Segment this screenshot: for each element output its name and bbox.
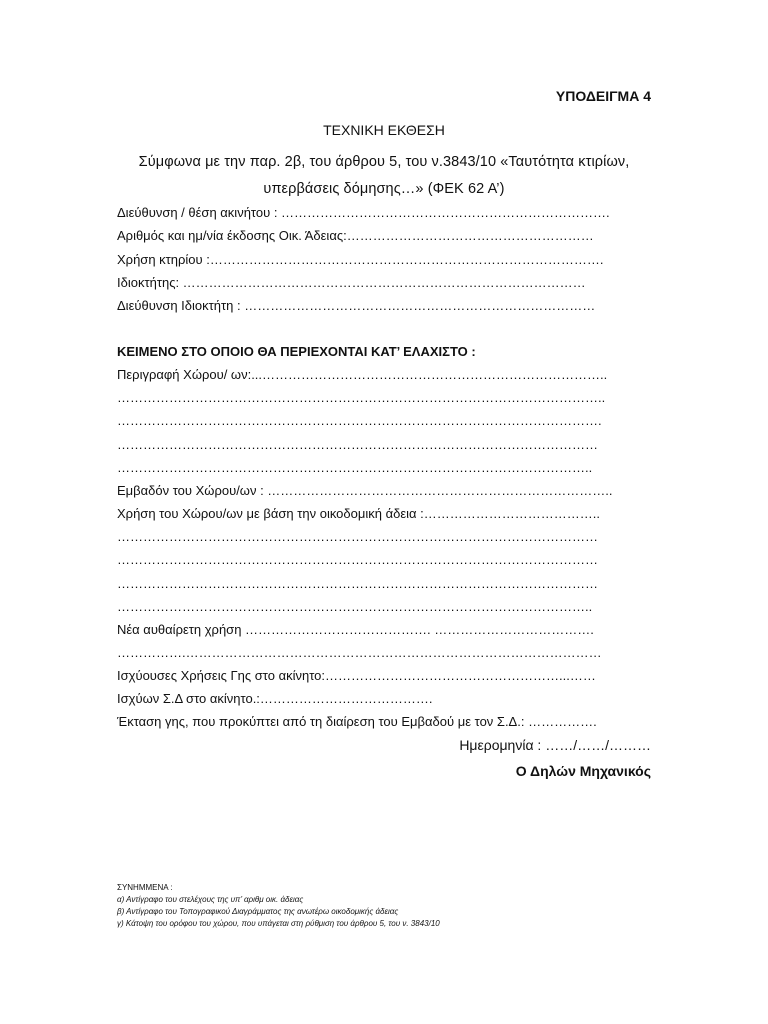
land-uses-label: Ισχύουσες Χρήσεις Γης στο ακίνητο:………………………………………………...……: [117, 668, 596, 683]
engineer-signature: Ο Δηλών Μηχανικός: [515, 763, 651, 779]
field-owner-address: Διεύθυνση Ιδιοκτήτη : ………………………………………………………………………: [117, 298, 596, 313]
description-label: Περιγραφή Χώρου/ ων:...……………………………………………………………………..: [117, 367, 608, 382]
description-line: …………………………………………………………………………………………………..: [117, 390, 606, 405]
template-number: ΥΠΟΔΕΙΓΜΑ 4: [555, 88, 651, 104]
use-by-permit-line: ………………………………………………………………………………………………..: [117, 599, 593, 614]
new-use-label: Νέα αυθαίρετη χρήση ……………………………………. ……………………………….: [117, 622, 594, 637]
attachment-item: γ) Κάτοψη του ορόφου του χώρου, που υπάγεται στη ρύθμιση του άρθρου 5, του ν. 3843/10: [117, 919, 440, 928]
field-permit-no-date: Αριθμός και ημ/νία έκδοσης Οικ. Άδειας:…………………………………………………: [117, 228, 594, 243]
attachment-item: α) Αντίγραφο του στελέχους της υπ’ αριθμ οικ. άδειας: [117, 895, 304, 904]
description-line: ………………………………………………………………………………………………….: [117, 413, 602, 428]
use-by-permit-line: …………………………………………………………………………………………………: [117, 576, 598, 591]
date-field: Ημερομηνία : ……/……/………: [459, 737, 651, 753]
use-by-permit-line: …………………………………………………………………………………………………: [117, 529, 598, 544]
use-by-permit-line: …………………………………………………………………………………………………: [117, 552, 598, 567]
intro-line-1: Σύμφωνα με την παρ. 2β, του άρθρου 5, του ν.3843/10 «Ταυτότητα κτιρίων,: [138, 154, 630, 170]
description-line: ………………………………………………………………………………………………..: [117, 460, 593, 475]
land-extent-label: Έκταση γης, που προκύπτει από τη διαίρεση του Εμβαδού με τον Σ.Δ.: …………….: [117, 714, 597, 729]
field-building-use: Χρήση κτηρίου :……………………………………………………………………………….: [117, 252, 604, 267]
intro-line-2: υπερβάσεις δόμησης…» (ΦΕΚ 62 Α’): [263, 181, 505, 197]
description-line: …………………………………………………………………………………………………: [117, 437, 598, 452]
use-by-permit-label: Χρήση του Χώρου/ων με βάση την οικοδομική άδεια :…………………………………..: [117, 506, 600, 521]
area-label: Εμβαδόν του Χώρου/ων : ……………………………………………………………………..: [117, 483, 613, 498]
field-owners: Ιδιοκτήτης: …………………………………………………………………………………: [117, 275, 586, 290]
document-title: ΤΕΧΝΙΚΗ ΕΚΘΕΣΗ: [323, 122, 445, 138]
new-use-line: …………….……………………………………………………………………………………: [117, 645, 602, 660]
attachment-item: β) Αντίγραφο του Τοπογραφικού Διαγράμματος της ανωτέρω οικοδομικής άδειας: [117, 907, 399, 916]
sd-label: Ισχύων Σ.Δ στο ακίνητο.:………………………………….: [117, 691, 433, 706]
field-property-address: Διεύθυνση / θέση ακινήτου : ………………………………………………………………….: [117, 205, 610, 220]
section-heading: ΚΕΙΜΕΝΟ ΣΤΟ ΟΠΟΙΟ ΘΑ ΠΕΡΙΕΧΟΝΤΑΙ ΚΑΤ’ ΕΛΑΧΙΣΤΟ :: [117, 344, 476, 359]
attachments-heading: ΣΥΝΗΜΜΕΝΑ :: [117, 883, 173, 892]
